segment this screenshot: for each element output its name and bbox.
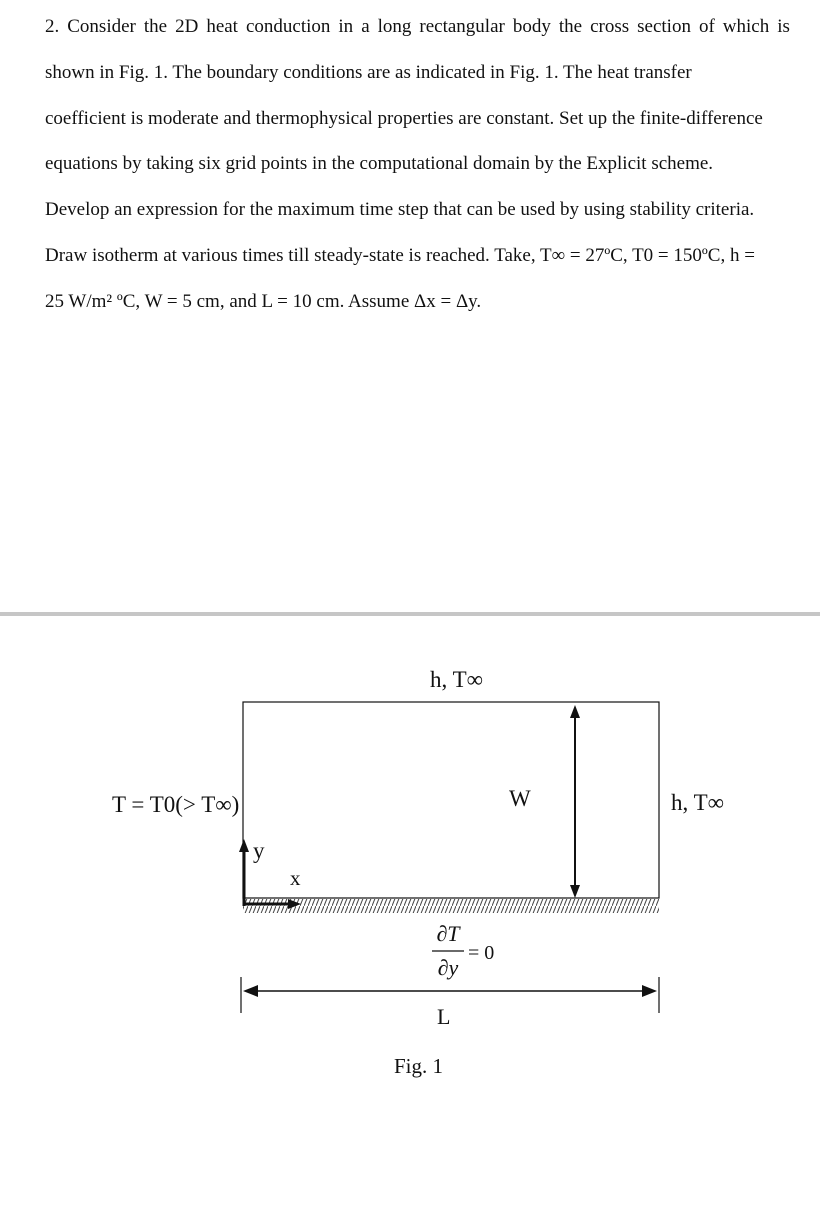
height-arrow-top (570, 705, 580, 718)
line-1-word: Consider (67, 16, 136, 37)
bc-denominator: ∂y (437, 955, 459, 980)
bc-numerator: ∂T (436, 921, 460, 946)
line-1-word: rectangular (419, 16, 505, 37)
line-1-word: a (361, 16, 370, 37)
line-1-word: cross (590, 16, 630, 37)
figure-caption: Fig. 1 (394, 1054, 444, 1078)
problem-line (45, 4, 790, 50)
problem-line: coefficient is moderate and thermophysical properties are constant. Set up the finite-difference (45, 107, 763, 129)
line-1-word: of (698, 16, 715, 37)
top-boundary-label: h, T∞ (430, 667, 484, 692)
y-axis-arrowhead (239, 839, 249, 852)
line-1-word: long (377, 16, 412, 37)
line-1-word: section (637, 16, 691, 37)
length-label: L (437, 1004, 451, 1029)
height-arrow-bottom (570, 885, 580, 898)
line-1-word: 2D (175, 16, 199, 37)
line-1-word: 2. (45, 16, 60, 37)
right-boundary-label: h, T∞ (671, 790, 725, 815)
line-1-word: heat (206, 16, 238, 37)
bc-rhs: = 0 (468, 942, 495, 964)
left-boundary-label: T = T0(> T∞) (112, 792, 240, 817)
heat-conduction-diagram (0, 616, 820, 1213)
line-1-word: in (338, 16, 354, 37)
problem-line: Develop an expression for the maximum time step that can be used by using stability criteria. (45, 199, 755, 221)
length-arrow-right (642, 985, 657, 997)
problem-line: 25 W/m² ºC, W = 5 cm, and L = 10 cm. Assume Δx = Δy. (45, 290, 482, 312)
y-axis-label: y (253, 838, 265, 863)
problem-line: equations by taking six grid points in the computational domain by the Explicit scheme. (45, 153, 714, 175)
length-arrow-left (243, 985, 258, 997)
problem-statement (45, 4, 790, 325)
height-label: W (509, 786, 531, 811)
problem-line: Draw isotherm at various times till steady-state is reached. Take, T∞ = 27ºC, T0 = 150ºC, h = (45, 244, 755, 266)
line-1-word: which (722, 16, 770, 37)
line-1-word: is (777, 16, 790, 37)
line-1-word: the (143, 16, 168, 37)
line-1-word: body (512, 16, 551, 37)
x-axis-label: x (290, 866, 301, 890)
line-1-word: the (558, 16, 583, 37)
line-1-word: conduction (245, 16, 331, 37)
domain-rectangle (243, 702, 659, 898)
insulated-boundary-hatching (243, 899, 659, 913)
problem-line: shown in Fig. 1. The boundary conditions are as indicated in Fig. 1. The heat transfer (45, 61, 692, 83)
figure-1 (0, 616, 820, 1213)
